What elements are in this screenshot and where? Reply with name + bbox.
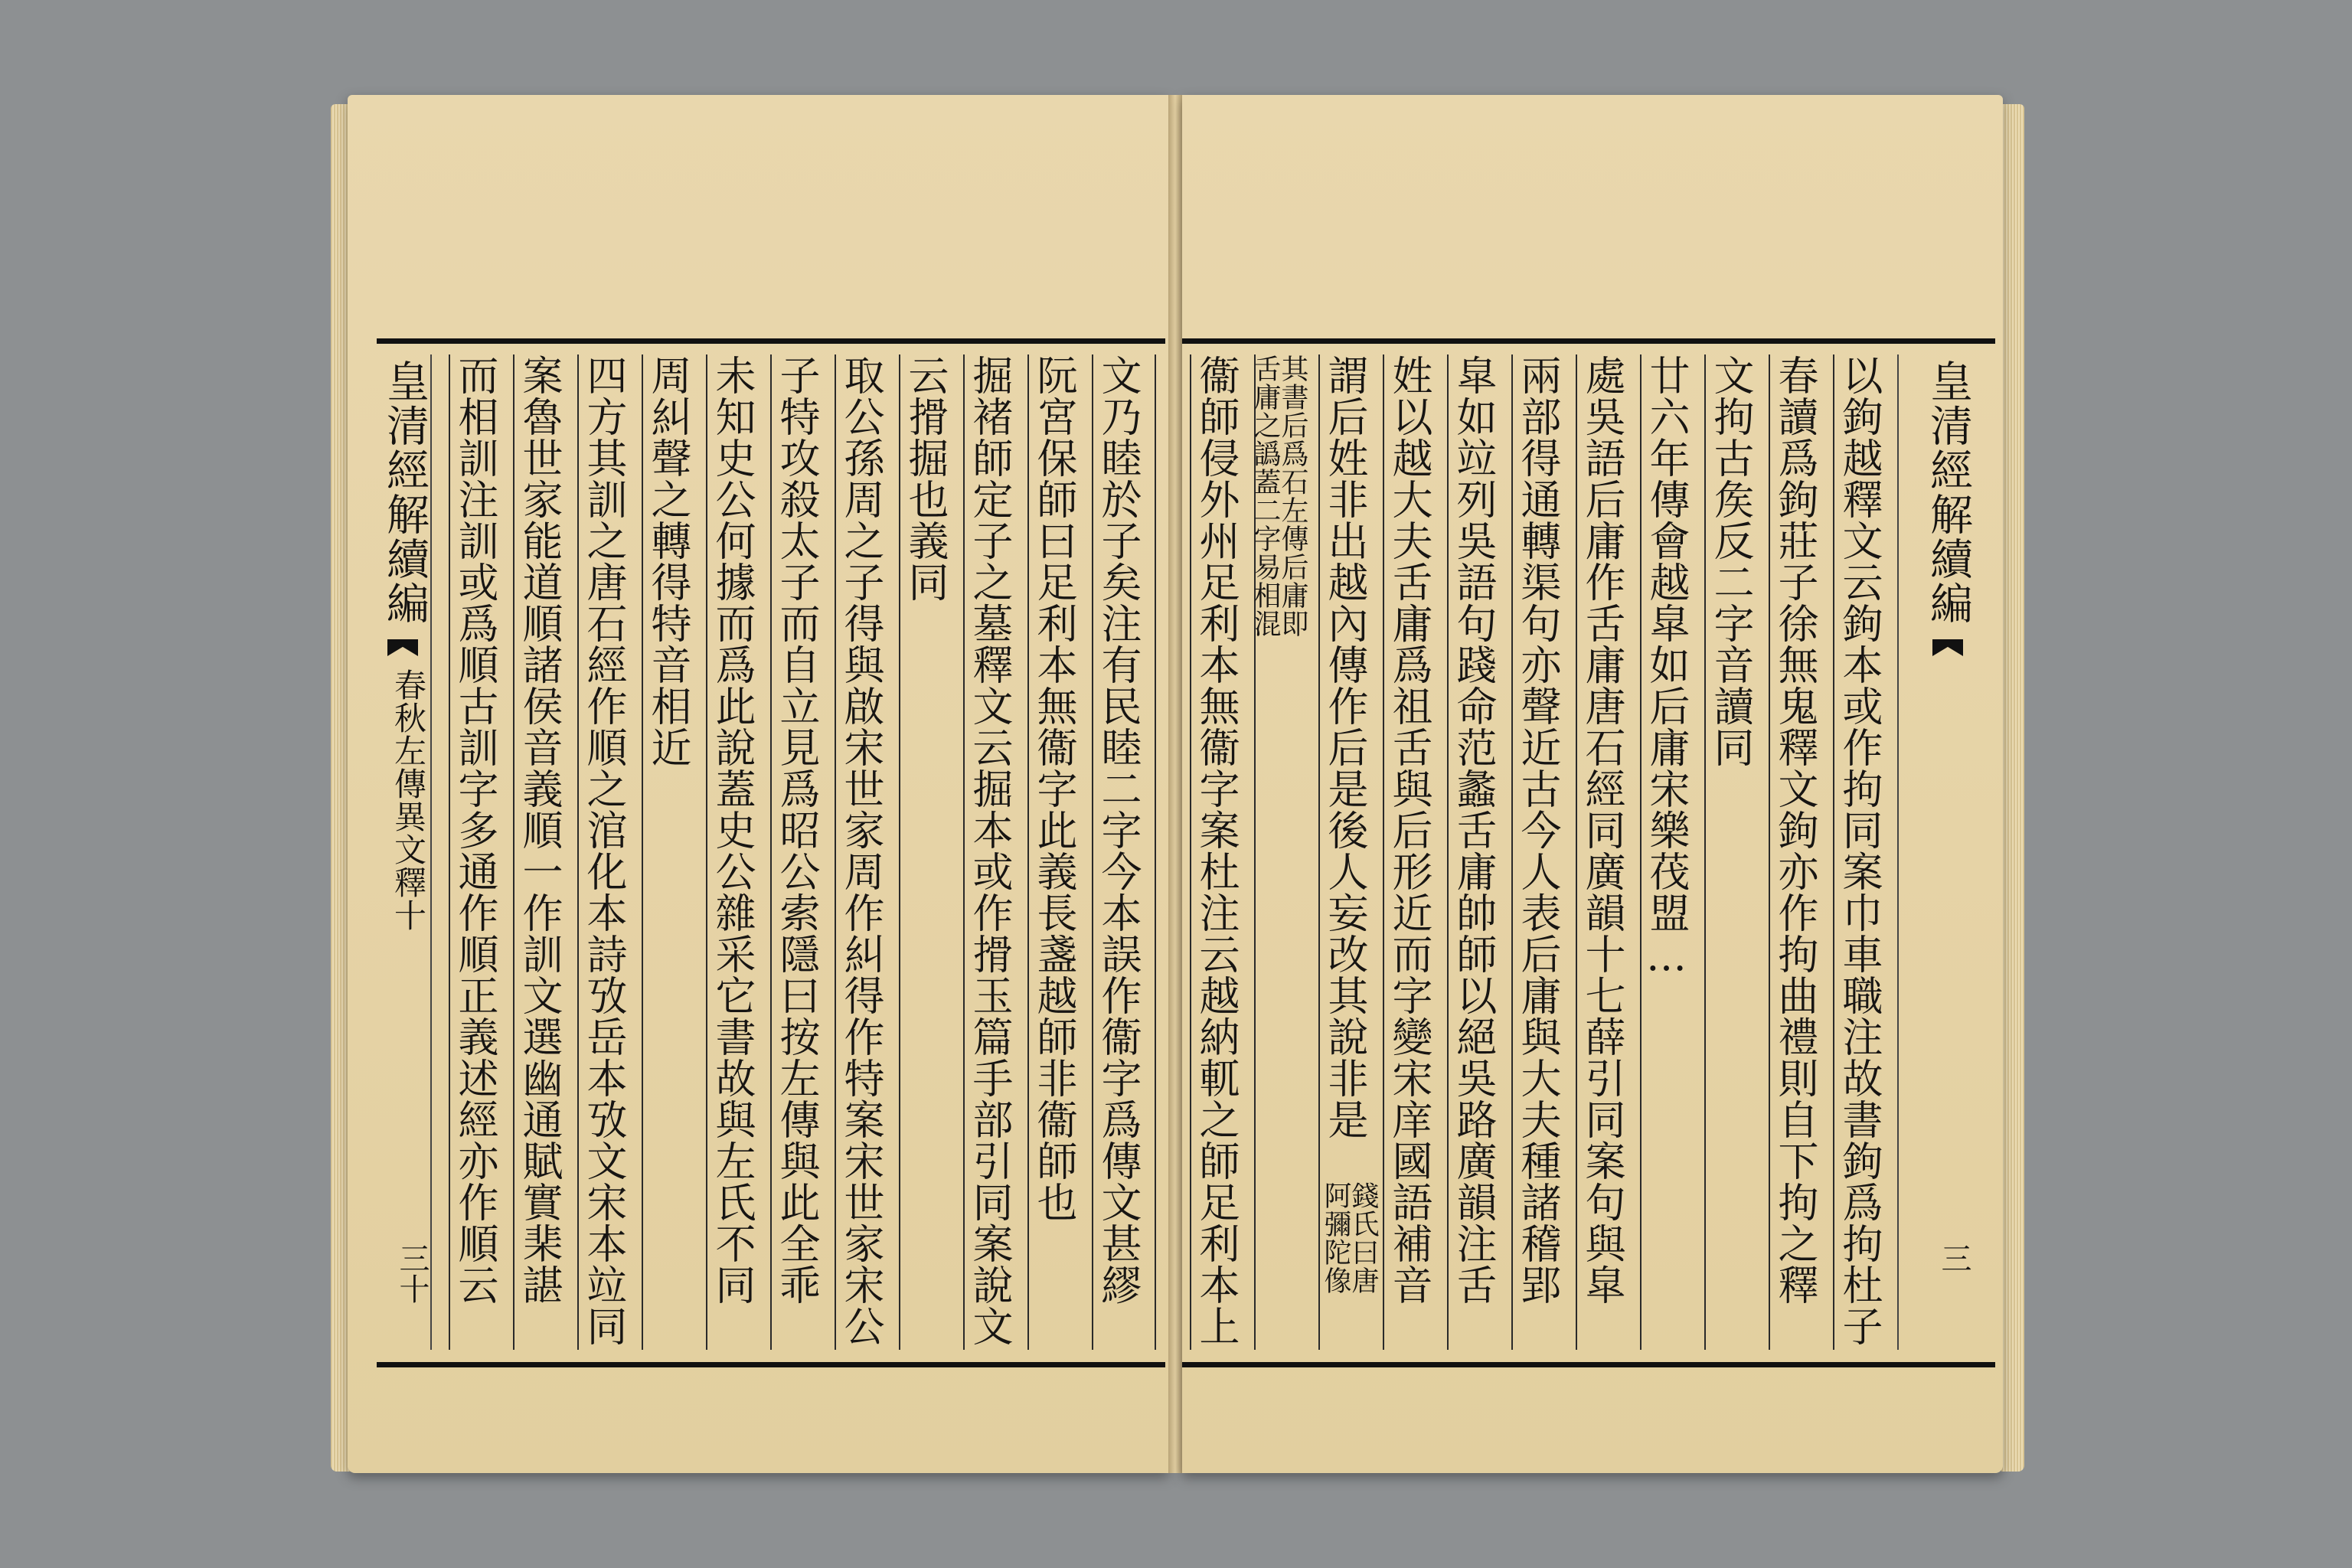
text-column-1: 文乃睦於子矣注有民睦二字今本誤作衞字爲傳文甚繆 <box>1092 354 1156 1350</box>
left-text-frame <box>377 338 1165 1367</box>
right-page-edge <box>2001 104 2024 1472</box>
text-column-2: 阮宮保師曰足利本無衞字此義長盞越師非衞師也 <box>1027 354 1078 1350</box>
right-text-frame <box>1182 338 1995 1367</box>
right-page <box>1182 95 2003 1473</box>
text-column-9: 四方其訓之唐石經作順之涫化本詩攷岳本攷文宋本竝同 <box>577 354 628 1350</box>
text-column-8: 姓以越大夫舌庸爲祖舌與后形近而字變宋庠國語補音 <box>1383 354 1433 1350</box>
book-title: 皇清經解續編 <box>380 359 430 626</box>
annotation-right: 錢氏曰唐 <box>1348 1181 1379 1295</box>
text-column-1: 以鉤越釋文云鉤本或作拘同案巾車職注故書鉤爲拘杜子 <box>1833 354 1883 1350</box>
folio-number-right: 三 <box>1936 1243 1971 1273</box>
text-column-3: 掘褚師定子之墓釋文云掘本或作搰玉篇手部引同案說文 <box>963 354 1014 1350</box>
text-column-4: 廿六年傳會越皐如后庸宋樂茷盟… <box>1640 354 1690 1350</box>
left-page <box>348 95 1168 1473</box>
chapter-title: 春秋左傳異文釋十 <box>390 668 427 932</box>
right-banner <box>1917 354 1978 1350</box>
folio-number-left: 三十 <box>394 1243 430 1304</box>
text-column-11: 而相訓注訓或爲順古訓字多通作順正義述經亦作順云 <box>449 354 499 1350</box>
annotation-left: 阿彌陀像 <box>1320 1181 1351 1295</box>
left-banner <box>377 354 430 1350</box>
banner-divider <box>1897 354 1917 1350</box>
text-column-4: 云搰掘也義同 <box>899 354 949 1350</box>
text-column-8: 周糾聲之轉得特音相近 <box>642 354 692 1350</box>
text-column-9: 謂后姓非出越內傳作后是後人妄改其說非是 錢氏曰唐 阿彌陀像 <box>1318 354 1369 1350</box>
annotation-left: 舌庸之譌蓋二字易相混 <box>1250 354 1281 638</box>
text-column-3: 文拘古矦反二字音讀同 <box>1704 354 1755 1350</box>
text-column-6: 子特攻殺太子而自立見爲昭公索隱曰按左傳與此全乖 <box>770 354 821 1350</box>
text-column-10 <box>1250 354 1308 1350</box>
text-column-7: 未知史公何據而爲此說蓋史公雜采它書故與左氏不同 <box>706 354 756 1350</box>
text-column-7: 皐如竝列吳語句踐命范蠡舌庸帥師以絕吳路廣韻注舌 <box>1447 354 1498 1350</box>
text-column-5: 取公孫周之子得與啟宋世家周作糾得作特案宋世家宋公 <box>835 354 885 1350</box>
text-column-11: 衞師侵外州足利本無衞字案杜注云越納軏之師足利本上 <box>1190 354 1240 1350</box>
book-title: 皇清經解續編 <box>1923 359 1973 626</box>
open-book <box>341 95 2009 1485</box>
fishtail-mark <box>1932 639 1963 656</box>
text-column-2: 春讀爲鉤莊子徐無鬼釋文鉤亦作拘曲禮則自下拘之釋 <box>1769 354 1819 1350</box>
text-column-6: 兩部得通轉渠句亦聲近古今人表后庸與大夫種諸稽郢 <box>1511 354 1562 1350</box>
text-column-10: 案魯世家能道順諸侯音義順一作訓文選幽通賦實棐諶 <box>513 354 564 1350</box>
book-gutter <box>1168 95 1182 1473</box>
annotation-right: 其書后爲石左傳后庸即 <box>1277 354 1308 638</box>
fishtail-mark <box>387 639 418 656</box>
text-column-5: 處吳語后庸作舌庸唐石經同廣韻十七薛引同案句與皐 <box>1576 354 1626 1350</box>
banner-divider <box>430 354 450 1350</box>
